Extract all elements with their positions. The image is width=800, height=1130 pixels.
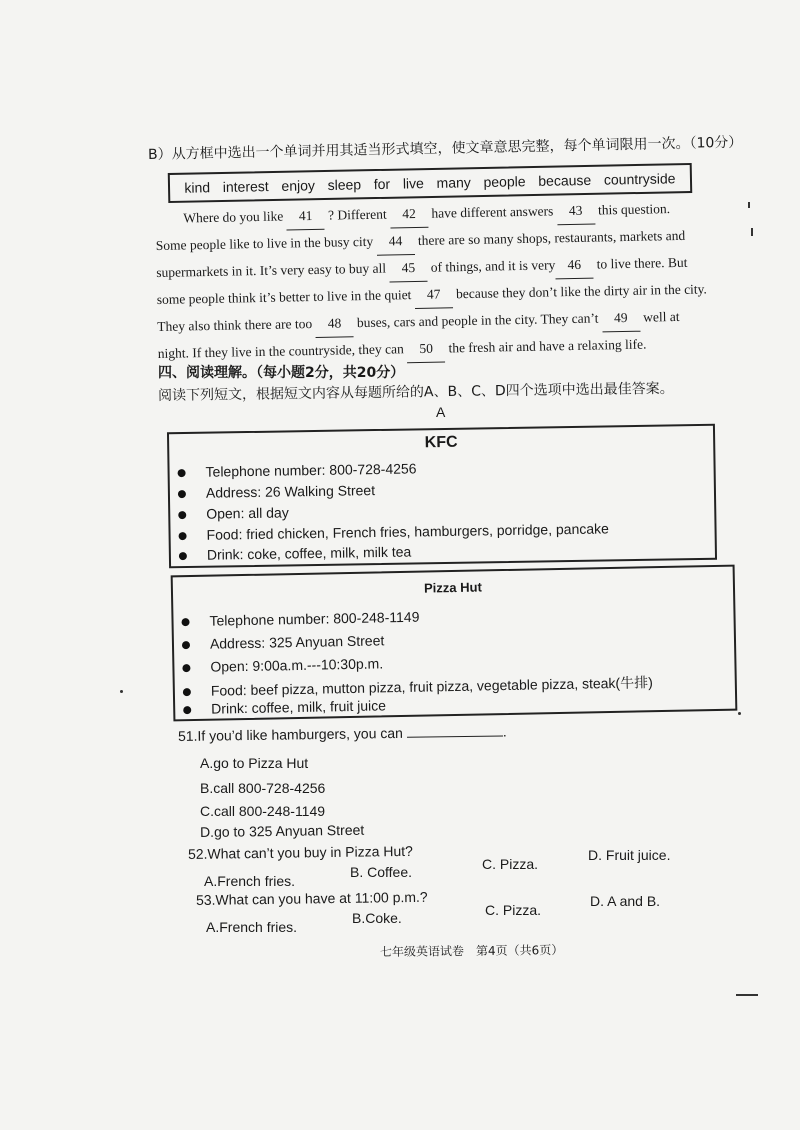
pizza-hut-info-box	[171, 565, 738, 722]
passage-line: night. If they live in the countryside, they can 50 the fresh air and have a relaxing life.	[158, 331, 647, 368]
bullet-icon	[179, 552, 187, 560]
word-bank-word: people	[483, 173, 526, 190]
word-bank-word: because	[538, 171, 592, 189]
passage-line: supermarkets in it. It’s very easy to buy all 45 of things, and it is very 46 to live there. But	[156, 249, 688, 287]
word-bank-word: live	[402, 175, 425, 192]
bullet-icon	[182, 641, 190, 649]
blank-44[interactable]: 44	[376, 227, 415, 256]
blank-41[interactable]: 41	[286, 202, 325, 231]
passage-line: They also think there are too 48 buses, cars and people in the city. They can’t 49 well at	[157, 303, 680, 341]
word-bank-word: enjoy	[281, 177, 316, 194]
scan-mark	[738, 712, 741, 715]
passage-line: Some people like to live in the busy city 44 there are so many shops, restaurants, markets and	[156, 222, 686, 260]
blank-49[interactable]: 49	[602, 304, 641, 333]
question-51: 51.If you’d like hamburgers, you can .	[177, 723, 507, 744]
kfc-item: Open: all day	[178, 504, 289, 522]
word-bank-word: many	[436, 174, 471, 191]
blank-42[interactable]: 42	[390, 200, 429, 229]
option-51-d[interactable]: D.go to 325 Anyuan Street	[199, 821, 365, 840]
blank-46[interactable]: 46	[555, 251, 594, 280]
page-footer: 七年级英语试卷 第4页（共6页）	[379, 943, 564, 959]
kfc-info-box	[167, 424, 717, 569]
option-51-a[interactable]: A.go to Pizza Hut	[200, 755, 309, 771]
word-bank-word: kind	[184, 179, 211, 196]
option-53-a[interactable]: A.French fries.	[206, 919, 298, 935]
bullet-icon	[178, 490, 186, 498]
pizza-hut-title: Pizza Hut	[423, 579, 482, 596]
section-b-instruction: B）从方框中选出一个单词并用其适当形式填空，使文章意思完整，每个单词限用一次。（10分）	[147, 134, 743, 163]
bullet-icon	[183, 706, 191, 714]
word-bank-word: countryside	[603, 170, 676, 188]
blank-43[interactable]: 43	[556, 197, 595, 226]
bullet-icon	[178, 469, 186, 477]
option-51-b[interactable]: B.call 800-728-4256	[200, 780, 326, 796]
option-53-c[interactable]: C. Pizza.	[485, 902, 542, 918]
option-53-d[interactable]: D. A and B.	[590, 893, 661, 909]
bullet-icon	[182, 664, 190, 672]
pizza-hut-item: Food: beef pizza, mutton pizza, fruit pizza, vegetable pizza, steak(牛排)	[183, 672, 653, 701]
pizza-hut-item: Address: 325 Anyuan Street	[182, 632, 385, 652]
cloze-passage	[155, 194, 718, 375]
passage-label: A	[436, 404, 446, 420]
option-51-c[interactable]: C.call 800-248-1149	[200, 803, 326, 819]
section-4-instruction: 阅读下列短文，根据短文内容从每题所给的A、B、C、D四个选项中选出最佳答案。	[157, 380, 674, 404]
option-52-d[interactable]: D. Fruit juice.	[588, 847, 671, 863]
bullet-icon	[179, 532, 187, 540]
passage-line: some people think it’s better to live in the quiet 47 because they don’t like the dirty air in the city.	[157, 275, 708, 314]
blank-48[interactable]: 48	[315, 309, 354, 338]
kfc-item: Food: fried chicken, French fries, hamburgers, porridge, pancake	[178, 520, 609, 543]
word-bank-word: sleep	[327, 176, 362, 193]
scan-mark	[751, 228, 753, 236]
scan-mark	[120, 690, 123, 693]
question-52: 52.What can’t you buy in Pizza Hut?	[187, 842, 413, 862]
bullet-icon	[183, 688, 191, 696]
option-52-b[interactable]: B. Coffee.	[350, 864, 413, 880]
option-52-c[interactable]: C. Pizza.	[482, 856, 539, 872]
kfc-item: Drink: coke, coffee, milk, milk tea	[179, 543, 412, 563]
word-bank-word: for	[373, 175, 391, 193]
scan-mark	[748, 202, 750, 208]
answer-blank-51[interactable]	[407, 735, 503, 737]
passage-line: Where do you like 41 ? Different 42 have different answers 43 this question.	[183, 195, 670, 232]
question-53: 53.What can you have at 11:00 p.m.?	[195, 888, 428, 908]
blank-47[interactable]: 47	[414, 280, 453, 309]
bullet-icon	[178, 511, 186, 519]
option-53-b[interactable]: B.Coke.	[352, 910, 402, 926]
blank-45[interactable]: 45	[389, 254, 428, 283]
pizza-hut-item: Drink: coffee, milk, fruit juice	[183, 697, 386, 717]
kfc-item: Address: 26 Walking Street	[178, 482, 375, 501]
option-52-a[interactable]: A.French fries.	[204, 873, 296, 889]
pizza-hut-item: Open: 9:00a.m.---10:30p.m.	[182, 655, 383, 675]
blank-50[interactable]: 50	[407, 334, 446, 363]
kfc-title: KFC	[424, 433, 458, 452]
bullet-icon	[181, 618, 189, 626]
word-bank-word: interest	[222, 178, 269, 195]
section-4-title: 四、阅读理解。（每小题2分，共20分）	[158, 365, 405, 381]
pizza-hut-item: Telephone number: 800-248-1149	[181, 609, 419, 630]
kfc-item: Telephone number: 800-728-4256	[177, 460, 416, 480]
scan-mark	[736, 994, 758, 996]
